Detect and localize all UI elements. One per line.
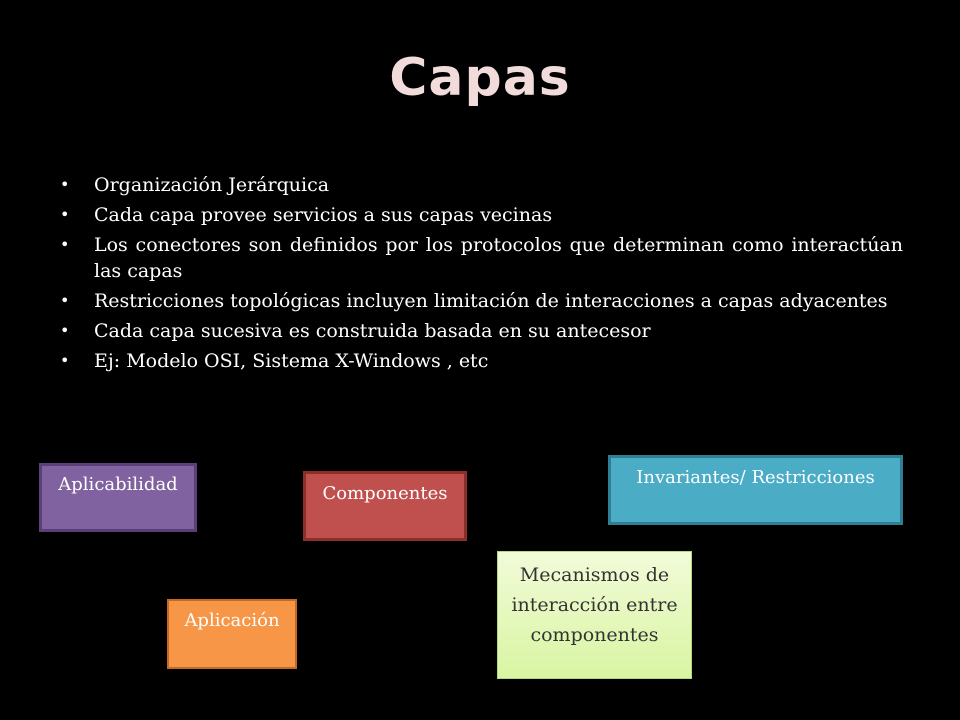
bullet-item — [60, 202, 903, 228]
bullet-text: Ej: Modelo OSI, Sistema X-Windows , etc — [94, 350, 489, 372]
bullet-item — [60, 232, 903, 284]
invariantes-restricciones-box — [608, 455, 903, 525]
bullet-text: Cada capa sucesiva es construida basada en su antecesor — [94, 320, 651, 342]
bullet-list — [60, 172, 903, 378]
mecanismos-box — [497, 551, 692, 679]
slide-title: Capas — [389, 48, 571, 108]
bullet-item — [60, 348, 903, 374]
bullet-icon: • — [60, 205, 70, 224]
aplicabilidad-box — [39, 463, 197, 532]
bullet-item — [60, 288, 903, 314]
componentes-label: Componentes — [322, 483, 448, 504]
bullet-icon: • — [60, 235, 70, 254]
bullet-icon: • — [60, 351, 70, 370]
aplicacion-box — [167, 599, 297, 669]
mecanismos-label: Mecanismos de interacción entre componentes — [511, 564, 678, 646]
componentes-box — [303, 471, 467, 541]
bullet-item — [60, 318, 903, 344]
aplicabilidad-label: Aplicabilidad — [58, 474, 178, 495]
bullet-text: Organización Jerárquica — [94, 174, 330, 196]
invariantes-restricciones-label: Invariantes/ Restricciones — [636, 467, 875, 488]
bullet-icon: • — [60, 291, 70, 310]
bullet-item — [60, 172, 903, 198]
bullet-icon: • — [60, 175, 70, 194]
bullet-icon: • — [60, 321, 70, 340]
bullet-text: Los conectores son definidos por los protocolos que determinan como interactúan las capas — [94, 234, 903, 282]
bullet-text: Restricciones topológicas incluyen limitación de interacciones a capas adyacentes — [94, 290, 888, 312]
bullet-text: Cada capa provee servicios a sus capas vecinas — [94, 204, 553, 226]
aplicacion-label: Aplicación — [184, 610, 280, 631]
